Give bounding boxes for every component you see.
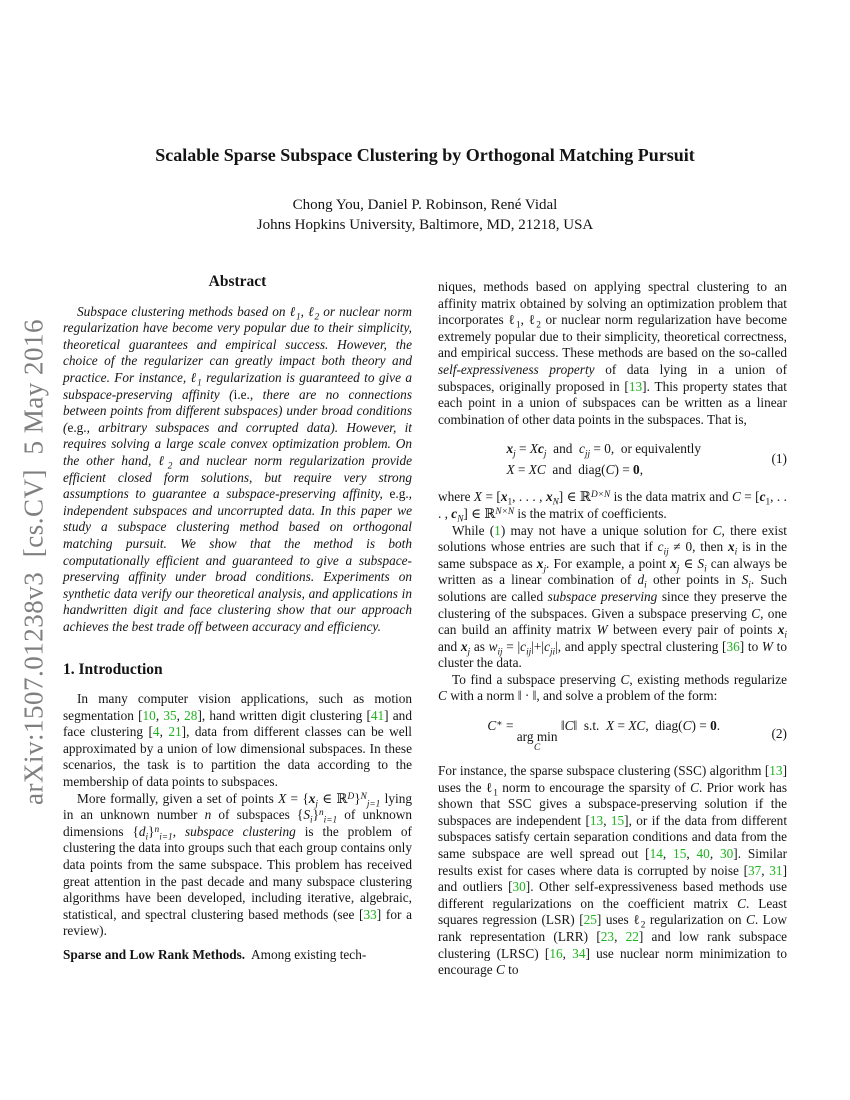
section-heading: 1. Introduction [63, 661, 163, 679]
text-run: C [751, 605, 761, 621]
text-run: C [712, 522, 722, 538]
script-run: i [748, 580, 751, 591]
script-run: N [552, 497, 559, 508]
text-run: , [520, 312, 529, 328]
text-run: ] and low rank subspace clustering (LRSC) [ [438, 929, 787, 961]
text-run: ], hand written digit clustering [ [197, 707, 371, 723]
text-run: , [172, 823, 185, 839]
text-run: , one can build an affinity matrix [438, 605, 787, 638]
arxiv-watermark: arXiv:1507.01238v3 [cs.CV] 5 May 2016 [18, 319, 49, 805]
text-run: C [620, 671, 630, 687]
text-run: norm to encourage the sparsity of [497, 779, 691, 795]
script-run: 2 [314, 311, 320, 322]
text-run: and [438, 638, 461, 654]
script-run: i=1 [159, 832, 173, 843]
script-run: 1 [515, 320, 521, 331]
script-run: j [513, 449, 516, 460]
text-run: is the problem of clustering the data into groups such that each group contains only data points from the same subspace. This problem has received great attention in the past decade and many subspace clustering algorithms have been developed, including iterative, algebraic, statistical, and spectral clustering based methods (see [ [63, 823, 412, 922]
text-run: x [777, 622, 785, 638]
text-run: X [278, 790, 287, 806]
text-run: ℓ [308, 303, 315, 319]
text-run: ] uses [596, 912, 634, 928]
text-run: , [639, 462, 644, 478]
text-run: C [487, 718, 497, 734]
text-run: = | [502, 638, 521, 654]
script-run: D×N [590, 490, 611, 501]
script-run: i [784, 630, 787, 641]
text-run: c [544, 638, 550, 654]
text-run: = [502, 718, 517, 734]
citation-link[interactable]: 1 [494, 522, 501, 538]
text-run: e.g. [389, 486, 409, 502]
text-run: ], data from different classes can be well approximated by a union of low dimensional subspaces. In these scenarios, the task is to partition the data according to the membership of data points to subspaces. [63, 724, 412, 790]
text-run: c [520, 638, 527, 654]
paper-title: Scalable Sparse Subspace Clustering by Orthogonal Matching Pursuit [155, 145, 695, 165]
argmin-operator: arg min C [516, 729, 558, 754]
text-run: ‖ s.t. [573, 718, 607, 734]
text-run: ∈ ℝ [317, 790, 348, 806]
script-run: j [676, 563, 680, 574]
script-run: j [543, 449, 547, 460]
script-run: 1 [765, 497, 771, 508]
text-run: . Low rank representation (LRR) [ [438, 912, 787, 945]
text-run: d [138, 823, 146, 839]
citation-link[interactable]: 30 [512, 879, 526, 895]
text-run: C [745, 912, 755, 928]
text-run: i.e. [233, 386, 250, 402]
text-run: S [303, 807, 310, 823]
text-run: to cluster the data. [438, 638, 788, 671]
script-run: D [347, 791, 355, 802]
paper-affiliation: Johns Hopkins University, Baltimore, MD, 21218, USA [256, 217, 594, 233]
text-run: ) = [691, 718, 711, 734]
paragraph [63, 691, 412, 791]
citation-link[interactable]: 33 [363, 906, 377, 922]
text-run: . [716, 718, 721, 734]
text-run: other points in [646, 572, 742, 588]
script-run: j [467, 646, 471, 657]
text-run: . Such solutions are called [438, 572, 787, 604]
text-run: ℓ [158, 452, 168, 468]
text-run: and diag( [545, 462, 606, 478]
text-run: x [545, 489, 553, 505]
citation-link[interactable]: 16 [549, 945, 563, 961]
citation-link[interactable]: 34 [572, 945, 586, 961]
text-run: C [605, 462, 615, 478]
script-run: ij [663, 547, 669, 558]
paragraph [438, 672, 787, 705]
citation-link[interactable]: 15 [610, 812, 625, 828]
text-run: , . . . , [512, 489, 546, 505]
text-run: since they preserve the clustering of the subspaces. Given a subspace preserving [438, 588, 787, 621]
script-run: ji [549, 646, 556, 657]
text-run: In many computer vision applications, such as motion segmentation [ [63, 691, 412, 723]
text-run: x [670, 555, 677, 571]
script-run: n [154, 824, 160, 835]
equation-number[interactable]: (1) [771, 451, 787, 467]
text-run: or nuclear norm regularization have become extremely popular due to their simplicity, theoretical correctness, and empirical success. These methods are based on the so-called [438, 312, 788, 361]
text-run: XC [628, 718, 646, 734]
text-run: } [148, 823, 155, 839]
text-run: d [637, 572, 645, 588]
text-run: c [759, 489, 766, 505]
abstract-heading: Abstract [208, 273, 267, 290]
text-run: , [761, 862, 770, 878]
text-run: c [538, 441, 544, 457]
text-run: , independent subspaces and uncorrupted data. In this paper we study a subspace clustering method based on orthogonal matching pursuit. We show that the method is both computationally efficient and guaranteed to give a subspace-preserving affinity under broad conditions. Experiments on synthetic data verify our theoretical analysis, and applications in handwritten digit and face clustering show that our approach achieves the best trade off between accuracy and efficiency. [63, 486, 412, 634]
citation-link[interactable]: 31 [769, 862, 783, 878]
script-run: 1 [493, 787, 498, 798]
text-run: C [438, 688, 447, 704]
text-run: |+| [531, 638, 545, 654]
script-run: i [704, 563, 707, 574]
text-run: S [697, 555, 705, 571]
text-run: ] uses the [438, 763, 787, 795]
equation-line [506, 438, 701, 459]
text-run: Subspace clustering methods based on [77, 303, 290, 319]
text-run: ] use nuclear norm minimization to encourage [438, 945, 787, 978]
text-run: of subspaces { [211, 807, 304, 823]
text-run: and [546, 441, 580, 457]
text-run: ] and outliers [ [438, 862, 787, 895]
script-run: 1 [296, 311, 301, 322]
text-run: W [596, 622, 608, 638]
script-run: n [318, 808, 324, 819]
text-run: X [606, 718, 615, 734]
text-run: ℓ [289, 303, 296, 319]
citation-link[interactable]: 28 [184, 707, 198, 723]
script-run: i=1 [323, 815, 338, 826]
text-run: ‖ [557, 718, 565, 734]
text-run: Sparse and Low Rank Methods. [63, 946, 246, 962]
text-run: ℓ [633, 912, 641, 928]
text-run: is the matrix of coefficients. [514, 505, 667, 521]
text-run: e.g. [67, 419, 87, 435]
text-run: More formally, given a set of points [77, 790, 279, 806]
text-run: ℓ [528, 312, 537, 328]
text-run: between every pair of points [607, 622, 778, 638]
text-run: , [562, 945, 573, 961]
paragraph [438, 279, 787, 428]
script-run: ij [497, 646, 503, 657]
script-run: i [309, 815, 313, 826]
script-run: ij [526, 646, 532, 657]
citation-link[interactable]: 15 [673, 846, 687, 862]
text-run: 0 [710, 718, 717, 734]
text-run: or nuclear norm regularization have become very popular due to their simplicity, theoretical guarantees and empirical success. However, the choice of the regularizer can greatly impact both theory and practice. For instance, [63, 303, 412, 385]
text-run: C [737, 895, 746, 911]
text-run: . For example, a point [546, 555, 671, 571]
paragraph [63, 304, 412, 636]
text-run: as [470, 638, 489, 654]
text-run: , there are no connections between points from different subspaces) under broad conditions ( [63, 386, 412, 435]
text-run: and nuclear norm regularization provide efficient closed form solutions, but require very strong assumptions to guarantee a subspace-preserving affinity, [63, 452, 412, 502]
text-run: , [176, 707, 185, 723]
text-run: Among existing tech- [245, 946, 367, 962]
text-run: X [473, 489, 483, 505]
text-run: , [614, 929, 626, 945]
text-run: C [564, 718, 574, 734]
text-run: For instance, the sparse subspace clustering (SSC) algorithm [ [438, 763, 770, 779]
text-run: C [495, 962, 505, 978]
text-run: ] ∈ ℝ [558, 489, 591, 505]
text-run: ) may not have a unique solution for [500, 522, 713, 538]
text-run: , [155, 707, 164, 723]
citation-link[interactable]: 10 [142, 707, 156, 723]
text-run: . Prior work has shown that SSC gives a subspace-preserving solution if the subspaces are independent [ [438, 779, 788, 828]
citation-link[interactable]: 13 [589, 812, 604, 828]
text-run: n [204, 807, 212, 823]
text-run: ]. Other self-expressiveness based methods use different regularizations on the coefficient matrix [438, 879, 787, 911]
text-run: is the data matrix and [610, 489, 732, 505]
text-run: x [536, 555, 544, 571]
text-run: niques, methods based on applying spectral clustering to an affinity matrix obtained by solving an optimization problem that incorporates [438, 279, 787, 328]
text-run: , [603, 812, 611, 828]
citation-link[interactable]: 23 [600, 929, 615, 945]
text-run: where [438, 489, 474, 505]
text-run: w [488, 638, 498, 654]
text-run: ]. Similar results exist for cases where data is corrupted by noise [ [438, 846, 788, 878]
text-run: ] and face clustering [ [63, 707, 412, 740]
text-run: subspace clustering [184, 823, 296, 839]
citation-link[interactable]: 13 [769, 763, 783, 779]
citation-link[interactable]: 4 [152, 724, 160, 740]
citation-link[interactable]: 30 [719, 846, 734, 862]
text-run: , existing methods regularize [629, 671, 788, 687]
script-run: i [644, 580, 647, 591]
text-run: ]. This property states that each point in a union of subspaces can be written as a linear combination of other data points in the subspaces. That is, [438, 378, 787, 427]
text-run: x [727, 539, 735, 555]
text-run: subspace preserving [547, 588, 658, 604]
text-run: , [709, 846, 720, 862]
text-run: x [500, 489, 508, 505]
script-run: 1 [197, 378, 202, 389]
text-run: ≠ 0, then [668, 539, 728, 555]
text-run: , . . . , [438, 489, 788, 521]
text-run: , diag( [645, 718, 683, 734]
script-run: 2 [640, 920, 646, 931]
text-run: , [300, 303, 309, 319]
text-run: can always be written as a linear combination of [438, 555, 787, 588]
text-run: X [529, 441, 539, 457]
citation-link[interactable]: 36 [726, 638, 740, 654]
text-run: x [460, 638, 468, 654]
paragraph [63, 947, 412, 964]
equation-line [506, 459, 701, 480]
citation-link[interactable]: 35 [163, 707, 177, 723]
text-run: ] for a review). [63, 906, 413, 939]
text-run: C [690, 779, 699, 795]
text-run: = [514, 462, 529, 478]
script-run: 2 [167, 461, 173, 472]
text-run: |, and apply spectral clustering [ [555, 638, 727, 654]
text-run: to [504, 962, 519, 978]
equation-number[interactable]: (2) [771, 726, 787, 742]
left-column [63, 271, 412, 979]
text-run: ] to [739, 638, 762, 654]
script-run: N [457, 514, 464, 525]
text-run: , arbitrary subspaces and corrupted data). However, it requires solving a large scale convex optimization problem. On the other hand, [63, 419, 412, 468]
script-run: j=1 [366, 798, 381, 809]
text-run: While ( [452, 522, 495, 538]
citation-link[interactable]: 22 [625, 929, 639, 945]
script-run: i [145, 832, 149, 843]
paragraph [438, 489, 788, 525]
two-column-body [63, 271, 787, 979]
text-run: of data lying in a union of subspaces, originally proposed in [ [438, 361, 787, 394]
text-run: is in the same subspace as [438, 539, 787, 571]
text-run: = [ [482, 489, 501, 505]
script-run: j [315, 798, 318, 809]
text-run: c [451, 505, 458, 521]
text-run: ∈ [679, 555, 698, 571]
text-run: X [506, 462, 515, 478]
text-run: ℓ [485, 779, 494, 795]
text-run: } [354, 790, 361, 806]
text-run: of unknown dimensions { [63, 807, 413, 839]
text-run: ℓ [508, 312, 516, 328]
paragraph [438, 523, 787, 672]
text-run: , [662, 846, 674, 862]
text-run: = [515, 441, 530, 457]
text-run: XC [528, 462, 546, 478]
display-equation [438, 715, 787, 754]
paragraph [63, 791, 412, 940]
text-run: lying in an unknown number [63, 790, 412, 823]
text-run: = { [286, 790, 309, 806]
citation-link[interactable]: 14 [649, 846, 663, 862]
script-run: 1 [507, 497, 513, 508]
text-run: c [579, 441, 585, 457]
citation-link[interactable]: 37 [748, 862, 762, 878]
text-run: regularization is guaranteed to give a subspace-preserving affinity ( [63, 369, 412, 402]
script-run: ∗ [496, 718, 503, 729]
citation-link[interactable]: 21 [168, 724, 182, 740]
text-run: S [741, 572, 749, 588]
script-run: N×N [495, 506, 515, 517]
citation-link[interactable]: 13 [628, 378, 643, 394]
text-run: c [657, 539, 664, 555]
text-run: , [686, 846, 697, 862]
text-run: , there exist solutions whose entries are such that if [438, 522, 787, 555]
paper-authors: Chong You, Daniel P. Robinson, René Vidal [292, 197, 558, 213]
script-run: jj [584, 449, 591, 460]
script-run: j [543, 563, 547, 574]
display-equation [438, 438, 787, 480]
text-run: To find a subspace preserving [452, 671, 621, 687]
script-run: 2 [536, 320, 541, 331]
text-run: ] ∈ ℝ [463, 505, 496, 521]
citation-link[interactable]: 25 [583, 912, 597, 928]
text-run: regularization on [645, 912, 746, 928]
text-run: x [506, 441, 514, 457]
citation-link[interactable]: 41 [370, 707, 385, 723]
text-run: C [731, 489, 741, 505]
text-run: = 0, or equivalently [590, 441, 701, 457]
script-run: i [734, 547, 738, 558]
text-run: , [159, 724, 169, 740]
text-run: . Least squares regression (LSR) [ [438, 895, 787, 928]
citation-link[interactable]: 40 [696, 846, 710, 862]
text-run: ℓ [190, 369, 198, 385]
right-column [438, 271, 787, 979]
equation-line [487, 715, 720, 754]
text-run: x [308, 790, 316, 806]
paragraph [438, 763, 787, 979]
text-run: } [312, 807, 319, 823]
script-run: N [360, 791, 367, 802]
text-run: C [682, 718, 692, 734]
text-run: self-expressiveness property [438, 361, 595, 377]
text-run: W [761, 638, 773, 654]
text-run: with a norm ‖ · ‖, and solve a problem of the form: [446, 688, 718, 704]
text-run: ) = [614, 462, 634, 478]
text-run: 0 [633, 462, 640, 478]
text-run: ], or if the data from different subspaces satisfy certain separation conditions and data from the same subspace are well spread out [ [438, 812, 788, 862]
text-run: = [ [740, 489, 760, 505]
text-run: = [614, 718, 629, 734]
